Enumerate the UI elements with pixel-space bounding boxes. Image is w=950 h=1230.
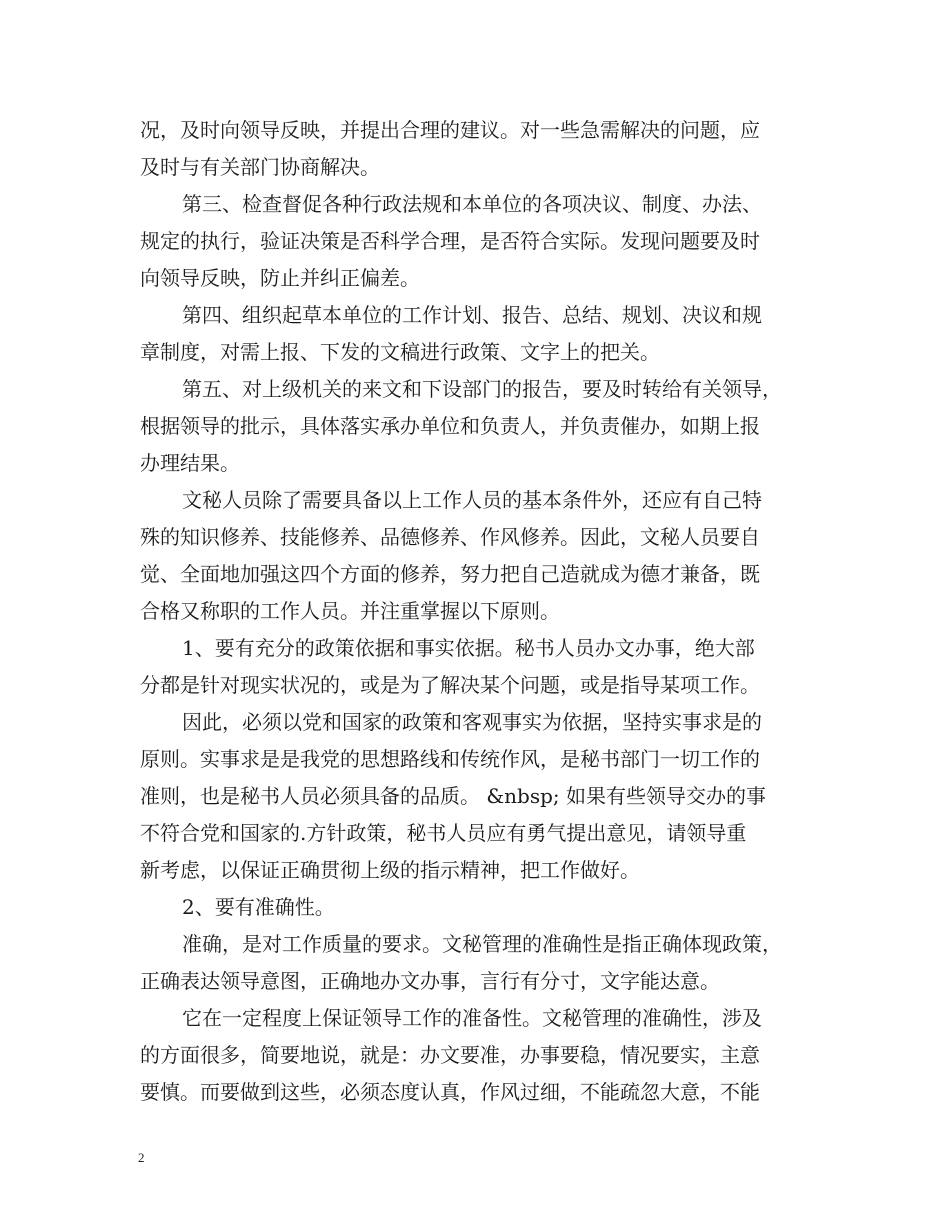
text-line: 第四、组织起草本单位的工作计划、报告、总结、规划、决议和规 <box>182 303 762 327</box>
body-text <box>140 112 815 1111</box>
text-line: 准则，也是秘书人员必须具备的品质。 &nbsp; 如果有些领导交办的事 <box>140 784 767 808</box>
text-line: 原则。实事求是是我党的思想路线和传统作风，是秘书部门一切工作的 <box>140 747 760 771</box>
text-line: 第三、检查督促各种行政法规和本单位的各项决议、制度、办法、 <box>182 192 762 216</box>
text-line: 因此，必须以党和国家的政策和客观事实为依据，坚持实事求是的 <box>182 710 762 734</box>
text-line: 它在一定程度上保证领导工作的准备性。文秘管理的准确性，涉及 <box>182 1006 762 1030</box>
text-line: 觉、全面地加强这四个方面的修养，努力把自己造就成为德才兼备，既 <box>140 562 760 586</box>
text-line: 分都是针对现实状况的，或是为了解决某个问题，或是指导某项工作。 <box>140 673 760 697</box>
text-line: 文秘人员除了需要具备以上工作人员的基本条件外，还应有自己特 <box>182 488 762 512</box>
page-number: 2 <box>138 1150 145 1165</box>
text-line: 新考虑，以保证正确贯彻上级的指示精神，把工作做好。 <box>140 858 640 882</box>
text-line: 及时与有关部门协商解决。 <box>140 155 380 179</box>
text-line: 况，及时向领导反映，并提出合理的建议。对一些急需解决的问题，应 <box>140 118 760 142</box>
text-line: 不符合党和国家的.方针政策，秘书人员应有勇气提出意见，请领导重 <box>140 821 747 845</box>
text-line: 向领导反映，防止并纠正偏差。 <box>140 266 420 290</box>
text-line: 办理结果。 <box>140 451 240 475</box>
text-line: 合格又称职的工作人员。并注重掌握以下原则。 <box>140 599 560 623</box>
text-line: 殊的知识修养、技能修养、品德修养、作风修养。因此，文秘人员要自 <box>140 525 760 549</box>
text-line: 根据领导的批示，具体落实承办单位和负责人，并负责催办，如期上报 <box>140 414 760 438</box>
text-line: 1、要有充分的政策依据和事实依据。秘书人员办文办事，绝大部 <box>182 636 755 660</box>
text-line: 第五、对上级机关的来文和下设部门的报告，要及时转给有关领导， <box>182 377 782 401</box>
text-line: 要慎。而要做到这些，必须态度认真，作风过细，不能疏忽大意，不能 <box>140 1080 760 1104</box>
text-line: 的方面很多，简要地说，就是：办文要准，办事要稳，情况要实，主意 <box>140 1043 760 1067</box>
text-line: 2、要有准确性。 <box>182 895 335 919</box>
text-line: 规定的执行，验证决策是否科学合理，是否符合实际。发现问题要及时 <box>140 229 760 253</box>
text-line: 准确，是对工作质量的要求。文秘管理的准确性是指正确体现政策， <box>182 932 782 956</box>
text-line: 章制度，对需上报、下发的文稿进行政策、文字上的把关。 <box>140 340 660 364</box>
text-line: 正确表达领导意图，正确地办文办事，言行有分寸，文字能达意。 <box>140 969 720 993</box>
